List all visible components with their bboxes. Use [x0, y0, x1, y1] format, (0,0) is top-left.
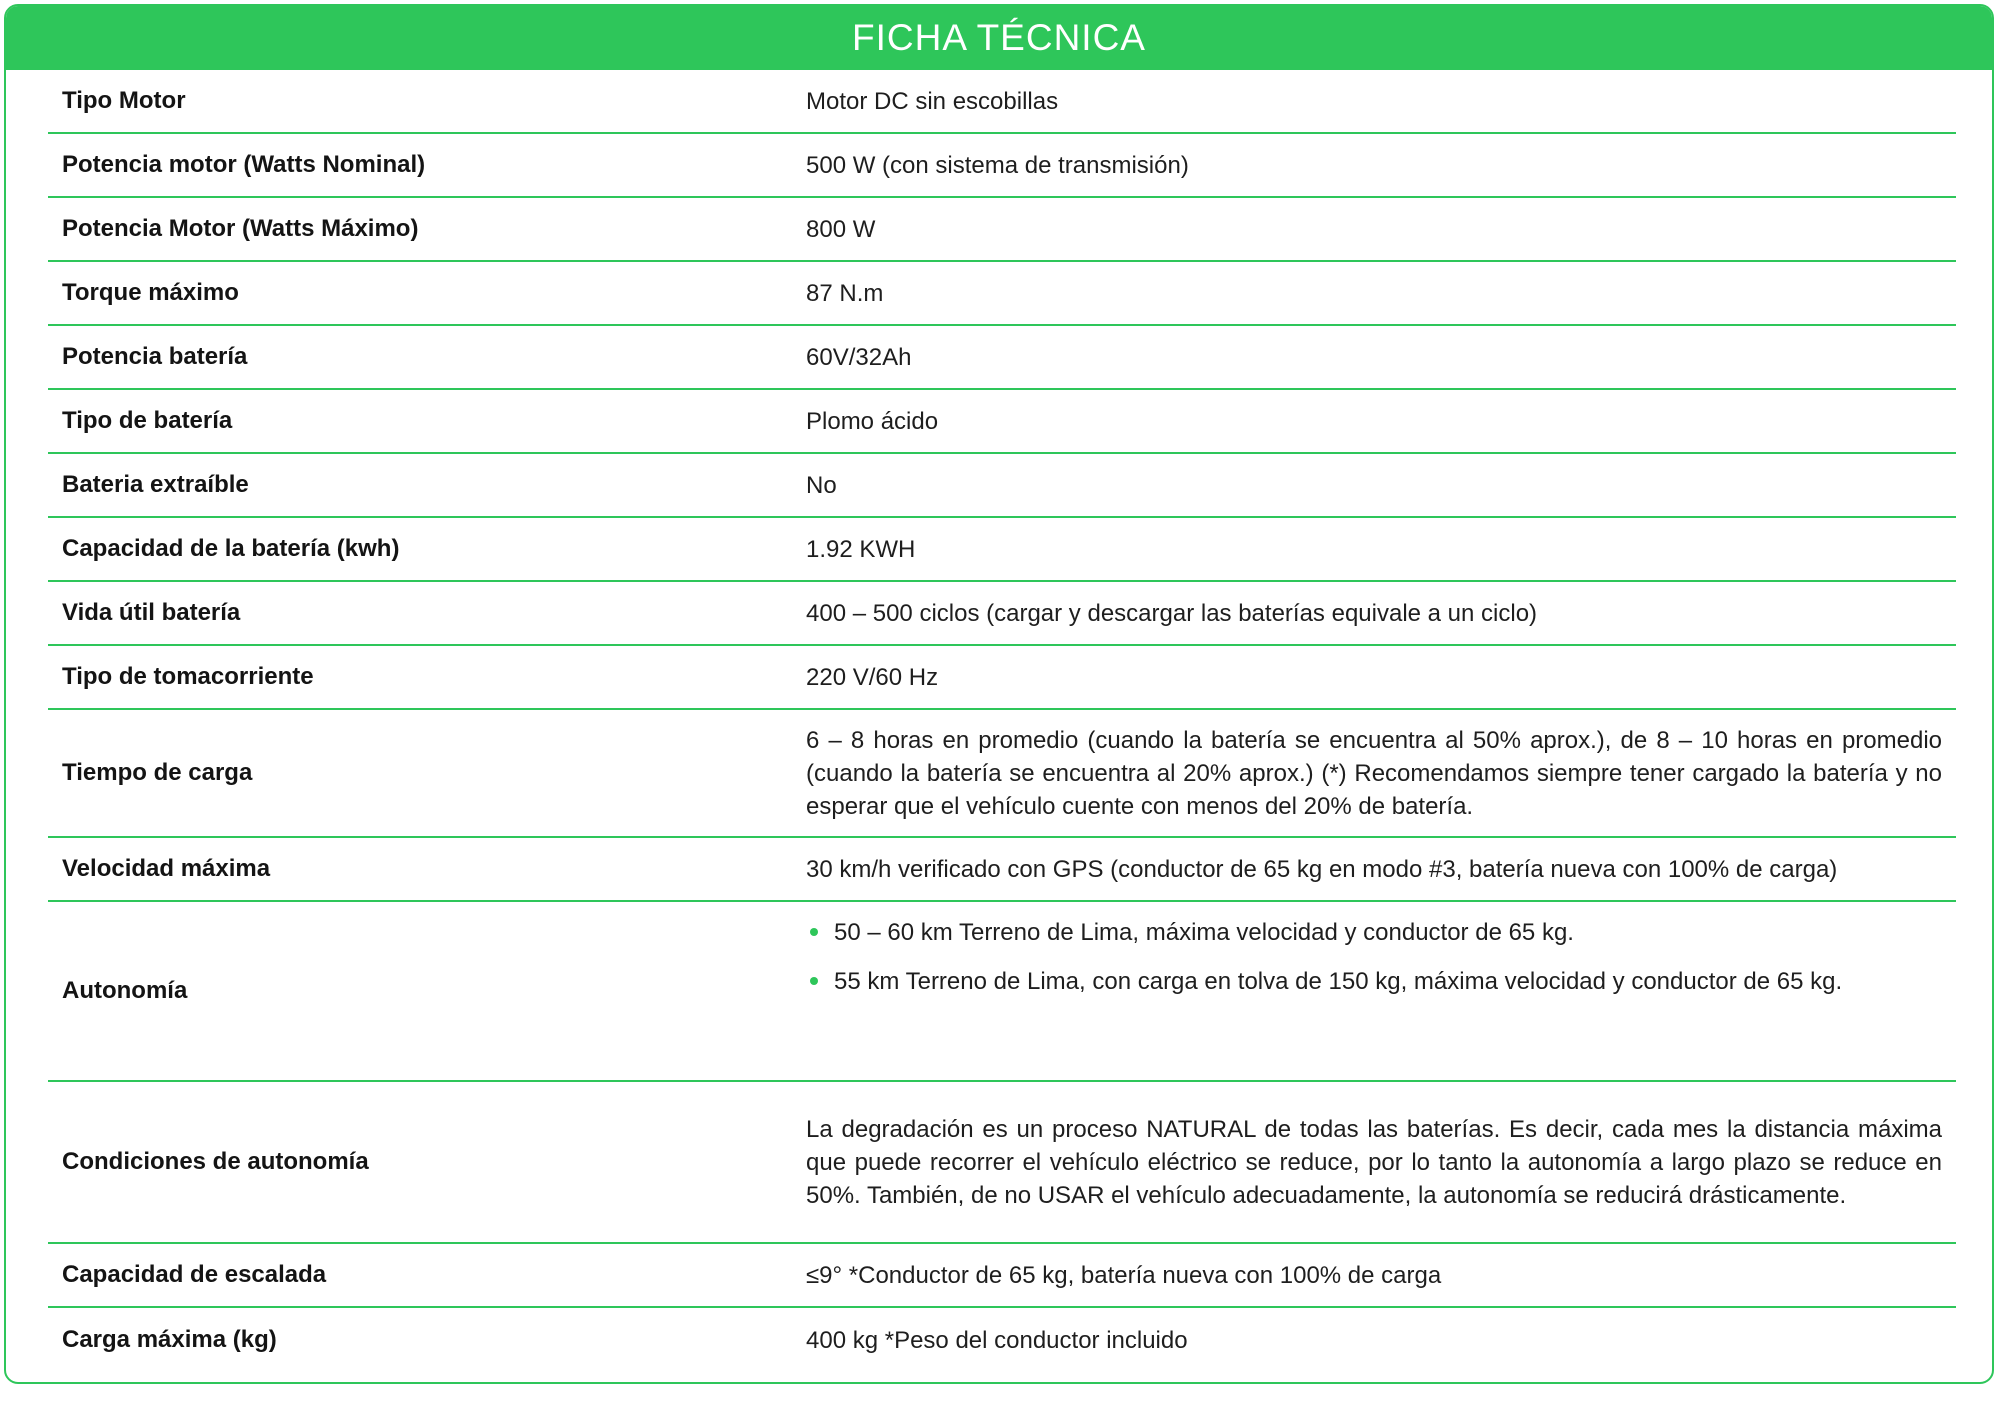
table-row-carga-maxima	[48, 1308, 1956, 1372]
list-item	[806, 965, 1942, 998]
row-value: ≤9° *Conductor de 65 kg, batería nueva con 100% de carga	[806, 1261, 1442, 1289]
row-label: Potencia motor (Watts Nominal)	[62, 151, 426, 178]
table-row-tipo-motor	[48, 70, 1956, 134]
row-value: 6 – 8 horas en promedio (cuando la batería se encuentra al 50% aprox.), de 8 – 10 horas en promedio (cuando la batería se encuentra al 20% aprox.) (*) Recomendamos siempre tener cargado la batería y no esperar que el vehículo cuente con menos del 20% de batería.	[806, 726, 1942, 820]
table-row-capacidad-bateria	[48, 518, 1956, 582]
row-value: 1.92 KWH	[806, 535, 916, 563]
row-value: 500 W (con sistema de transmisión)	[806, 151, 1189, 179]
table-row-torque	[48, 262, 1956, 326]
row-label: Velocidad máxima	[62, 855, 271, 882]
bullet-icon	[810, 977, 818, 985]
row-label: Tipo de tomacorriente	[62, 663, 314, 690]
table-row-tiempo-carga	[48, 710, 1956, 838]
table-row-tipo-bateria	[48, 390, 1956, 454]
table-row-capacidad-escalada	[48, 1244, 1956, 1308]
row-value: 400 kg *Peso del conductor incluido	[806, 1326, 1188, 1354]
table-row-bateria-extraible	[48, 454, 1956, 518]
row-label: Autonomía	[62, 977, 188, 1004]
table-row-potencia-maximo	[48, 198, 1956, 262]
spec-sheet-title: FICHA TÉCNICA	[6, 6, 1992, 70]
row-value: 400 – 500 ciclos (cargar y descargar las baterías equivale a un ciclo)	[806, 599, 1538, 627]
row-label: Torque máximo	[62, 279, 239, 306]
row-value: 87 N.m	[806, 279, 884, 307]
row-value: Motor DC sin escobillas	[806, 87, 1059, 115]
table-row-velocidad-maxima	[48, 838, 1956, 902]
row-value: 800 W	[806, 215, 876, 243]
list-item-text: 55 km Terreno de Lima, con carga en tolva de 150 kg, máxima velocidad y conductor de 65 kg.	[834, 968, 1843, 995]
row-value	[806, 902, 1956, 998]
row-label: Tipo Motor	[62, 87, 186, 114]
row-label: Potencia batería	[62, 343, 248, 370]
table-row-vida-util	[48, 582, 1956, 646]
row-value: 30 km/h verificado con GPS (conductor de 65 kg en modo #3, batería nueva con 100% de carga)	[806, 855, 1838, 883]
table-row-tomacorriente	[48, 646, 1956, 710]
row-label: Tipo de batería	[62, 407, 233, 434]
autonomia-list	[806, 916, 1942, 998]
row-label: Potencia Motor (Watts Máximo)	[62, 215, 419, 242]
table-row-potencia-bateria	[48, 326, 1956, 390]
row-label: Capacidad de escalada	[62, 1261, 327, 1288]
row-value: Plomo ácido	[806, 407, 939, 435]
bullet-icon	[810, 928, 818, 936]
row-label: Bateria extraíble	[62, 471, 249, 498]
row-label: Carga máxima (kg)	[62, 1326, 277, 1353]
row-label: Vida útil batería	[62, 599, 241, 626]
spec-table	[48, 70, 1956, 1372]
table-row-autonomia	[48, 902, 1956, 1082]
row-label: Capacidad de la batería (kwh)	[62, 535, 400, 562]
table-row-potencia-nominal	[48, 134, 1956, 198]
spec-sheet-card	[4, 4, 1994, 1384]
table-row-condiciones-autonomia	[48, 1082, 1956, 1244]
row-value: No	[806, 471, 837, 499]
row-label: Tiempo de carga	[62, 759, 253, 786]
row-label: Condiciones de autonomía	[62, 1148, 369, 1175]
list-item-text: 50 – 60 km Terreno de Lima, máxima velocidad y conductor de 65 kg.	[834, 919, 1574, 946]
row-value: La degradación es un proceso NATURAL de todas las baterías. Es decir, cada mes la distancia máxima que puede recorrer el vehículo eléctrico se reduce, por lo tanto la autonomía a largo plazo se reduce en 50%. También, de no USAR el vehículo adecuadamente, la autonomía se reducirá drásticamente.	[806, 1115, 1942, 1209]
row-value: 220 V/60 Hz	[806, 663, 939, 691]
row-value: 60V/32Ah	[806, 343, 912, 371]
list-item	[806, 916, 1942, 949]
